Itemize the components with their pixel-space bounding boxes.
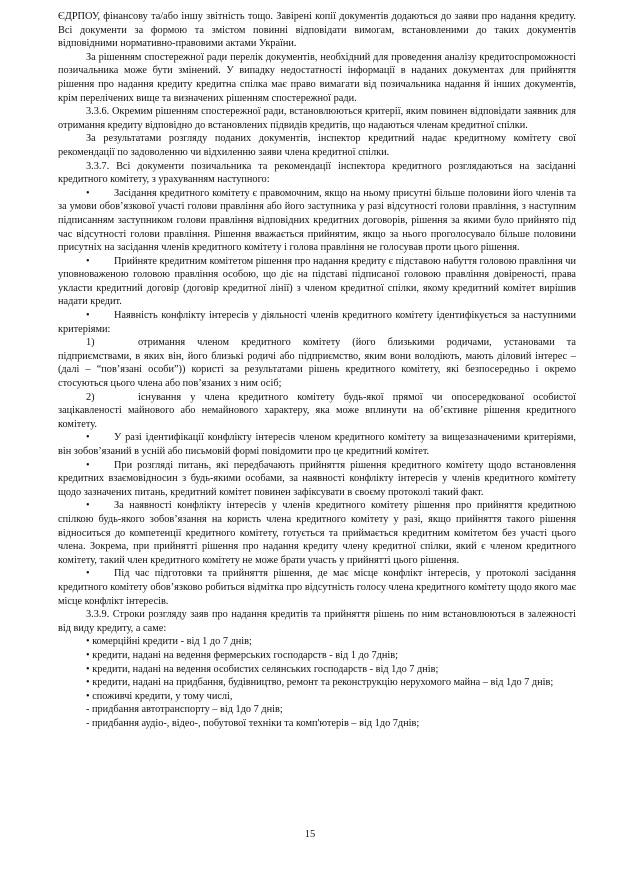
numbered-item: [58, 391, 576, 432]
bullet-icon: •: [86, 568, 90, 580]
numbered-item: [58, 336, 576, 390]
item-number: 1): [86, 337, 95, 349]
paragraph-3-3-9: 3.3.9. Строки розгляду заяв про надання кредитів та прийняття рішень по ним встановлюються в залежності від виду кредиту, а саме:: [58, 609, 576, 634]
credit-term-text: кредити, надані на придбання, будівництво, ремонт та реконструкцію нерухомого майна – від 1до 7 днів;: [92, 677, 554, 689]
bullet-item: [58, 187, 576, 255]
bullet-text: У разі ідентифікації конфлікту інтересів членом кредитного комітету за вищезазначеними критеріями, він зобов’язаний в усній або письмовій формі повідомити про це кредитний комітет.: [58, 432, 576, 457]
bullet-icon: •: [86, 690, 90, 702]
consumer-credit-subitem: - придбання автотранспорту – від 1до 7 днів;: [86, 704, 283, 716]
page-number: 15: [304, 829, 316, 840]
bullet-text: Прийняте кредитним комітетом рішення про надання кредиту є підставою набуття головою правління чи уповноваженою головою правління особою, що діє на підставі підписаної головою правління довіреності, права укласти кредитний договір (договір кредитної лінії) з членом кредитної спілки, якому кредитний комітет вирішив надати кредит.: [58, 255, 576, 308]
bullet-text: За наявності конфлікту інтересів у членів кредитного комітету рішення про прийняття кредитною спілкою будь-якого зобов’язання на користь члена кредитного комітету у разі, якщо прийняття такого рішення відноситься до компетенції кредитного комітету, готується та приймається кредитним комітетом без участі цього члена. Зокрема, при прийнятті рішення про надання кредиту члену кредитної спілки, який є членом кредитного комітету, такий член кредитного комітету не може брати участь у прийнятті цього рішення.: [58, 500, 576, 566]
numbered-text: отримання членом кредитного комітету (його близькими родичами, установами та підприємствами, в яких він, його близькі родичі або підприємство, яким вони володіють, мають діловий інтерес – (далі – “пов’язані особи”)) користі за результатами рішень кредитного комітету, які безпосередньо і окремо стосуються цього члена або пов’язаних з ним осіб;: [58, 337, 576, 390]
bullet-item: [58, 255, 576, 309]
bullet-item: [58, 459, 576, 500]
bullet-icon: •: [86, 432, 90, 444]
credit-term-item: [58, 690, 576, 704]
bullet-item: [58, 499, 576, 567]
paragraph-3-3-7: 3.3.7. Всі документи позичальника та рекомендації інспектора кредитного розглядаються на засіданні кредитного комітету, з урахуванням наступного:: [58, 160, 576, 186]
bullet-icon: •: [86, 649, 90, 661]
credit-term-item: [58, 663, 576, 677]
paragraph-documents-list: За рішенням спостережної ради перелік документів, необхідний для проведення аналізу кредитоспроможності позичальника може бути змінений. У випадку недостатності інформації в наданих документах для прийняття рішення про надання кредиту кредитна спілка має право вимагати від позичальника надання й інших документів, крім перелічених вище та визначених рішенням спостережної ради.: [58, 51, 576, 104]
bullet-icon: •: [86, 663, 90, 675]
credit-term-text: кредити, надані на ведення фермерських господарств - від 1 до 7днів;: [92, 649, 398, 661]
item-number: 2): [86, 391, 95, 403]
bullet-text: При розгляді питань, які передбачають прийняття рішення кредитного комітету щодо встановлення кредитних взаємовідносин з будь-якими особами, за наявності конфлікту інтересів у членів кредитного комітету щодо зазначених питань, кредитний комітет повинен зафіксувати в своєму протоколі такий факт.: [58, 459, 576, 498]
credit-term-text: комерційні кредити - від 1 до 7 днів;: [92, 636, 252, 648]
credit-term-item: [58, 676, 576, 690]
bullet-item: [58, 567, 576, 608]
numbered-text: існування у члена кредитного комітету будь-якої прямої чи опосередкованої особистої зацікавленості майнового або немайнового характеру, яка може вплинути на об’єктивне рішення кредитного комітету.: [58, 391, 576, 430]
paragraph-inspector-recommendations: За результатами розгляду поданих документів, інспектор кредитний надає кредитному комітету свої рекомендації по задоволенню чи відхиленню заяви члена кредитної спілки.: [58, 133, 576, 158]
bullet-icon: •: [86, 310, 90, 322]
paragraph-continuation: ЄДРПОУ, фінансову та/або іншу звітність тощо. Завірені копії документів додаються до заяви про надання кредиту. Всі документи за формою та змістом повинні відповідати вимогам, встановленими до таких документів відповідними нормативно-правовими актами України.: [58, 11, 576, 50]
credit-term-text: кредити, надані на ведення особистих селянських господарств - від 1до 7 днів;: [92, 663, 439, 675]
bullet-text: Під час підготовки та прийняття рішення, де має місце конфлікт інтересів, у протоколі засідання кредитного комітету обов’язково робиться відмітка про відсутність голосу члена кредитного комітету щодо якого має місце конфлікт інтересів.: [58, 568, 576, 607]
consumer-credit-subitem: - придбання аудіо-, відео-, побутової техніки та комп'ютерів – від 1до 7днів;: [86, 717, 420, 729]
bullet-icon: •: [86, 636, 90, 648]
bullet-item: [58, 309, 576, 336]
document-page: [58, 10, 576, 730]
bullet-icon: •: [86, 255, 90, 267]
bullet-icon: •: [86, 187, 90, 199]
bullet-item: [58, 431, 576, 458]
credit-term-item: [58, 635, 576, 649]
bullet-text: Наявність конфлікту інтересів у діяльності членів кредитного комітету ідентифікується за наступними критеріями:: [58, 310, 576, 335]
credit-term-item: [58, 649, 576, 663]
bullet-icon: •: [86, 459, 90, 471]
credit-term-text: споживчі кредити, у тому числі,: [92, 690, 233, 702]
bullet-text: Засідання кредитного комітету є правомочним, якщо на ньому присутні більше половини його членів та за умови обов’язкової участі голови правління або його заступника у разі відсутності голови правління, з наступним підписанням заступником голови правління відповідних кредитних договорів, рішення за якими було прийнято під час відсутності голови правління. Рішення вважається прийнятим, якщо за нього проголосувало більше половини присутніх на засідання членів кредитного комітету і голова правління не голосував проти цього рішення.: [58, 187, 576, 254]
bullet-icon: •: [86, 500, 90, 512]
bullet-icon: •: [86, 677, 90, 689]
paragraph-3-3-6: 3.3.6. Окремим рішенням спостережної ради, встановлюються критерії, яким повинен відповідати заявник для отримання кредиту відповідно до встановлених підвидів кредитів, що надаються членам кредитної спілки.: [58, 106, 576, 131]
